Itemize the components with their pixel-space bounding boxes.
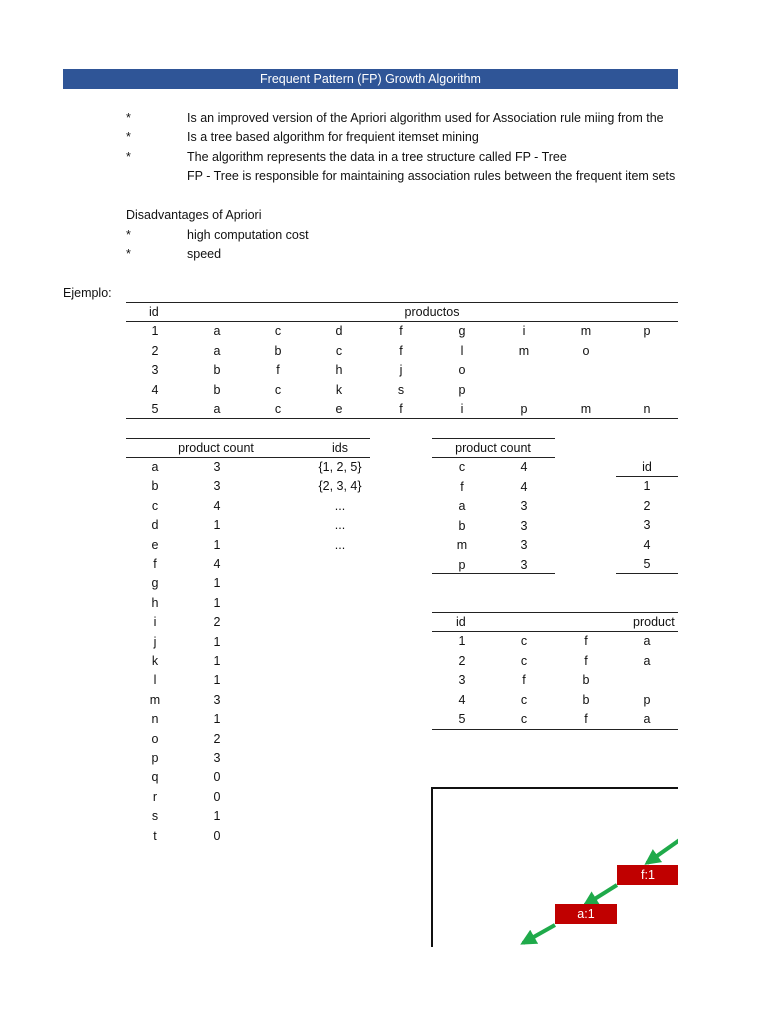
count-item: r xyxy=(152,789,158,804)
bullet-text: Is an improved version of the Apriori algorithm used for Association rule miing from the xyxy=(187,111,664,125)
count-value: 1 xyxy=(213,537,221,552)
frequent-item: a xyxy=(458,499,466,513)
transaction-item: a xyxy=(213,402,221,416)
ordered-item: a xyxy=(643,712,651,726)
transaction-id: 2 xyxy=(151,343,159,358)
column-header-ids: ids xyxy=(332,441,348,455)
count-value: 1 xyxy=(213,634,221,649)
frequent-item: f xyxy=(460,479,464,494)
frequent-item: b xyxy=(458,518,466,533)
column-header-product-count: product count xyxy=(178,441,254,455)
transaction-item: l xyxy=(460,343,464,358)
count-ids: ... xyxy=(334,518,346,533)
disadvantage-item: speed xyxy=(187,247,222,261)
count-ids: {1, 2, 5} xyxy=(318,460,362,474)
transaction-item: b xyxy=(213,382,221,397)
bullet-text: The algorithm represents the data in a tree structure called FP - Tree xyxy=(187,150,567,164)
transaction-item: c xyxy=(274,402,282,416)
ordered-item: f xyxy=(584,653,588,668)
transaction-item: g xyxy=(458,324,466,338)
ordered-item: b xyxy=(582,692,590,707)
frequent-count: 3 xyxy=(520,557,528,572)
transaction-item: p xyxy=(458,382,466,397)
ordered-item: f xyxy=(584,712,588,726)
ordered-id: 4 xyxy=(458,692,466,707)
ordered-id: 1 xyxy=(458,634,466,648)
transaction-item: c xyxy=(335,343,343,358)
transaction-item: i xyxy=(460,402,464,416)
count-item: a xyxy=(151,460,159,474)
ordered-item: a xyxy=(643,634,651,648)
count-ids: ... xyxy=(334,498,346,513)
frequent-count: 3 xyxy=(520,538,528,552)
ordered-item: f xyxy=(584,634,588,648)
column-header-id: id xyxy=(149,305,159,319)
transaction-item: h xyxy=(335,363,343,377)
side-id: 3 xyxy=(643,518,651,532)
count-value: 4 xyxy=(213,498,221,513)
count-item: c xyxy=(151,498,159,513)
transaction-item: b xyxy=(213,363,221,377)
count-value: 1 xyxy=(213,673,221,688)
frequent-count: 4 xyxy=(520,479,528,494)
ordered-item: p xyxy=(643,692,651,707)
count-ids: {2, 3, 4} xyxy=(318,479,362,494)
count-value: 0 xyxy=(213,770,221,785)
count-item: t xyxy=(153,828,157,843)
transaction-item: s xyxy=(397,382,405,397)
count-value: 1 xyxy=(213,595,221,610)
transaction-item: a xyxy=(213,324,221,338)
count-value: 0 xyxy=(213,828,221,843)
tree-edge-arrow xyxy=(647,839,678,863)
transaction-item: k xyxy=(335,382,343,397)
count-value: 3 xyxy=(213,479,221,494)
fp-tree-diagram xyxy=(431,787,678,947)
column-header-product-count: product count xyxy=(455,441,531,455)
transaction-item: f xyxy=(399,402,403,416)
transaction-item: a xyxy=(213,343,221,358)
transaction-item: m xyxy=(518,343,530,358)
disadvantage-item: high computation cost xyxy=(187,228,309,242)
column-header-id: id xyxy=(456,615,466,629)
ordered-item: a xyxy=(643,653,651,668)
count-item: o xyxy=(151,731,159,746)
tree-edge-arrow xyxy=(523,925,555,943)
count-item: j xyxy=(153,634,157,649)
ordered-item: f xyxy=(522,673,526,687)
transaction-item: m xyxy=(580,402,592,416)
count-item: q xyxy=(151,770,159,785)
transaction-id: 4 xyxy=(151,382,159,397)
transaction-item: j xyxy=(399,363,403,377)
transaction-item: f xyxy=(399,343,403,358)
count-item: d xyxy=(151,518,159,533)
count-value: 4 xyxy=(213,557,221,571)
ordered-item: c xyxy=(520,712,528,726)
bullet-text: Is a tree based algorithm for frequient itemset mining xyxy=(187,130,479,144)
count-item: e xyxy=(151,537,159,552)
bullet-mark: * xyxy=(126,130,131,144)
transaction-item: o xyxy=(458,363,466,377)
count-value: 2 xyxy=(213,731,221,746)
transaction-item: i xyxy=(522,324,526,338)
count-ids: ... xyxy=(334,537,346,552)
count-item: m xyxy=(149,692,161,707)
ordered-item: b xyxy=(582,673,590,687)
bullet-mark: * xyxy=(126,111,131,125)
count-item: l xyxy=(153,673,157,688)
transaction-item: m xyxy=(580,324,592,338)
bullet-mark: * xyxy=(126,228,131,242)
tree-edge-arrow xyxy=(585,885,617,905)
transaction-item: d xyxy=(335,324,343,338)
count-value: 3 xyxy=(213,460,221,474)
transaction-item: c xyxy=(274,382,282,397)
transaction-item: n xyxy=(643,402,651,416)
column-header-id: id xyxy=(642,460,652,474)
frequent-count: 4 xyxy=(520,460,528,474)
tree-node-a: a:1 xyxy=(555,904,617,924)
transaction-item: b xyxy=(274,343,282,358)
bullet-mark: * xyxy=(126,247,131,261)
count-item: i xyxy=(153,615,157,630)
count-value: 2 xyxy=(213,615,221,630)
bullet-mark: * xyxy=(126,150,131,164)
disadvantages-heading: Disadvantages of Apriori xyxy=(126,208,262,222)
side-id: 2 xyxy=(643,498,651,513)
count-value: 1 xyxy=(213,518,221,533)
count-item: k xyxy=(151,654,159,668)
count-value: 1 xyxy=(213,576,221,591)
page-title: Frequent Pattern (FP) Growth Algorithm xyxy=(63,69,678,89)
count-item: p xyxy=(151,751,159,765)
count-value: 1 xyxy=(213,809,221,824)
ordered-id: 3 xyxy=(458,673,466,687)
frequent-item: m xyxy=(456,538,468,552)
transaction-item: p xyxy=(643,324,651,338)
column-header-productos: productos xyxy=(404,305,460,319)
count-value: 1 xyxy=(213,712,221,727)
count-item: s xyxy=(151,809,159,824)
frequent-count: 3 xyxy=(520,499,528,513)
ordered-item: c xyxy=(520,692,528,707)
ordered-id: 2 xyxy=(458,653,466,668)
count-item: f xyxy=(153,557,157,571)
count-value: 1 xyxy=(213,654,221,668)
frequent-item: p xyxy=(458,557,466,572)
count-item: b xyxy=(151,479,159,494)
transaction-item: e xyxy=(335,402,343,416)
ordered-item: c xyxy=(520,653,528,668)
transaction-item: o xyxy=(582,343,590,358)
side-id: 1 xyxy=(643,479,651,493)
frequent-item: c xyxy=(458,460,466,474)
count-item: g xyxy=(151,576,159,591)
column-header-product: product xyxy=(633,615,675,629)
transaction-id: 5 xyxy=(151,402,159,416)
count-value: 3 xyxy=(213,692,221,707)
side-id: 5 xyxy=(643,557,651,571)
frequent-count: 3 xyxy=(520,518,528,533)
side-id: 4 xyxy=(643,537,651,552)
transaction-item: f xyxy=(399,324,403,338)
ordered-id: 5 xyxy=(458,712,466,726)
transaction-item: f xyxy=(276,363,280,377)
tree-node-f: f:1 xyxy=(617,865,678,885)
ordered-item: c xyxy=(520,634,528,648)
transaction-item: p xyxy=(520,402,528,416)
count-item: h xyxy=(151,595,159,610)
transaction-id: 1 xyxy=(151,324,159,338)
bullet-text: FP - Tree is responsible for maintaining association rules between the frequent item sets xyxy=(187,169,676,183)
count-value: 0 xyxy=(213,789,221,804)
transaction-item: c xyxy=(274,324,282,338)
count-value: 3 xyxy=(213,751,221,765)
count-item: n xyxy=(151,712,159,727)
example-label: Ejemplo: xyxy=(63,286,112,300)
transaction-id: 3 xyxy=(151,363,159,377)
